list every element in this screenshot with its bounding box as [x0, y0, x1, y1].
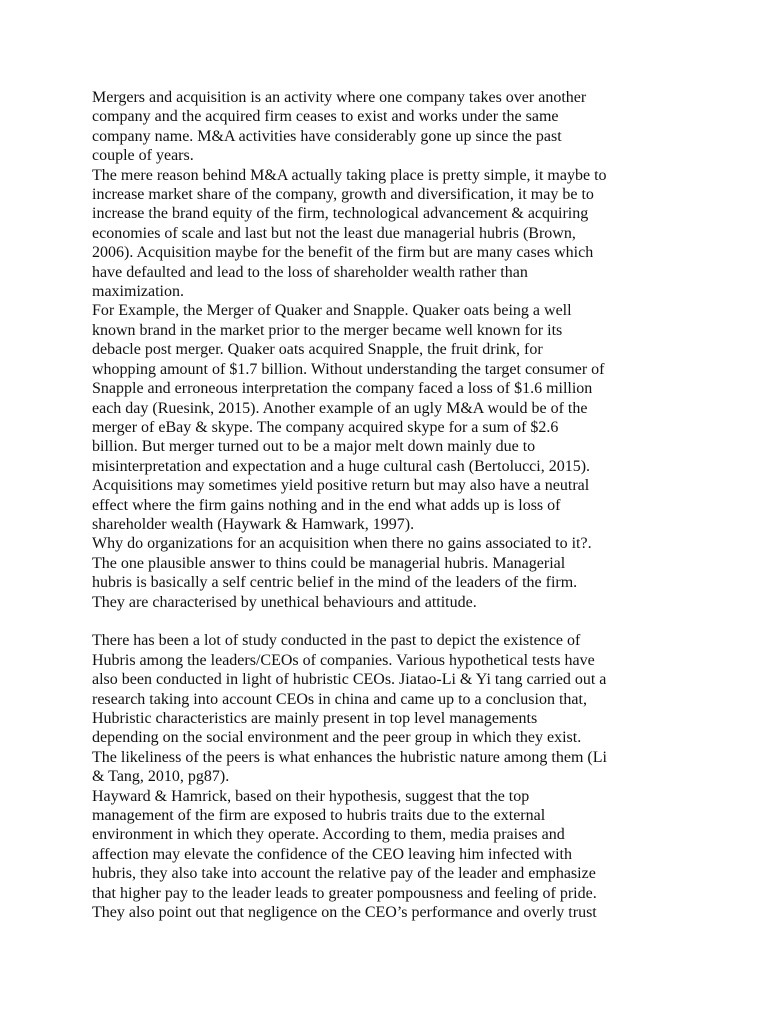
- paragraph-ma-reasons: [92, 166, 692, 302]
- paragraph-hayward-hamrick: [92, 787, 692, 923]
- text-line: 2006). Acquisition maybe for the benefit of the firm but are many cases which: [92, 244, 594, 262]
- text-line: The one plausible answer to thins could be managerial hubris. Managerial: [92, 554, 566, 572]
- text-line: hubris, they also take into account the relative pay of the leader and emphasize: [92, 865, 596, 883]
- text-line: maximization.: [92, 283, 184, 301]
- text-line: They are characterised by unethical behaviours and attitude.: [92, 593, 477, 611]
- text-line: effect where the firm gains nothing and in the end what adds up is loss of: [92, 496, 561, 514]
- text-line: also been conducted in light of hubristic CEOs. Jiatao-Li & Yi tang carried out a: [92, 671, 607, 689]
- text-line: increase market share of the company, growth and diversification, it may be to: [92, 186, 594, 204]
- text-line: depending on the social environment and the peer group in which they exist.: [92, 729, 582, 747]
- text-line: research taking into account CEOs in china and came up to a conclusion that,: [92, 690, 587, 708]
- paragraph-gap: [92, 612, 692, 631]
- text-line: known brand in the market prior to the merger became well known for its: [92, 321, 563, 339]
- text-line: Hayward & Hamrick, based on their hypothesis, suggest that the top: [92, 787, 530, 805]
- text-line: Hubris among the leaders/CEOs of companies. Various hypothetical tests have: [92, 651, 595, 669]
- paragraph-managerial-hubris: [92, 534, 692, 612]
- text-line: each day (Ruesink, 2015). Another example of an ugly M&A would be of the: [92, 399, 588, 417]
- text-line: whopping amount of $1.7 billion. Without understanding the target consumer of: [92, 360, 605, 378]
- text-line: Mergers and acquisition is an activity where one company takes over another: [92, 89, 587, 106]
- text-line: debacle post merger. Quaker oats acquired Snapple, the fruit drink, for: [92, 341, 543, 359]
- text-line: misinterpretation and expectation and a huge cultural cash (Bertolucci, 2015).: [92, 457, 591, 475]
- text-line: They also point out that negligence on the CEO’s performance and overly trust: [92, 904, 597, 922]
- text-line: There has been a lot of study conducted in the past to depict the existence of: [92, 632, 581, 650]
- document-page: [92, 88, 692, 922]
- text-line: Snapple and erroneous interpretation the company faced a loss of $1.6 million: [92, 380, 593, 398]
- paragraph-examples: [92, 301, 692, 534]
- text-line: The mere reason behind M&A actually taking place is pretty simple, it maybe to: [92, 166, 607, 184]
- text-line: hubris is basically a self centric belief in the mind of the leaders of the firm.: [92, 574, 578, 592]
- text-line: Hubristic characteristics are mainly present in top level managements: [92, 709, 538, 727]
- text-line: billion. But merger turned out to be a major melt down mainly due to: [92, 438, 536, 456]
- text-line: that higher pay to the leader leads to greater pompousness and feeling of pride.: [92, 884, 597, 902]
- text-line: Why do organizations for an acquisition when there no gains associated to it?.: [92, 535, 592, 553]
- text-line: company name. M&A activities have considerably gone up since the past: [92, 127, 562, 145]
- text-line: The likeliness of the peers is what enhances the hubristic nature among them (Li: [92, 748, 607, 766]
- paragraph-hubris-studies: [92, 631, 692, 786]
- text-line: management of the firm are exposed to hubris traits due to the external: [92, 807, 546, 825]
- text-line: economies of scale and last but not the least due managerial hubris (Brown,: [92, 224, 576, 242]
- text-line: For Example, the Merger of Quaker and Snapple. Quaker oats being a well: [92, 302, 572, 320]
- text-line: couple of years.: [92, 147, 194, 165]
- text-line: increase the brand equity of the firm, technological advancement & acquiring: [92, 205, 589, 223]
- text-line: Acquisitions may sometimes yield positive return but may also have a neutral: [92, 477, 590, 495]
- text-line: & Tang, 2010, pg87).: [92, 768, 230, 786]
- text-line: affection may elevate the confidence of the CEO leaving him infected with: [92, 845, 572, 863]
- text-line: merger of eBay & skype. The company acquired skype for a sum of $2.6: [92, 418, 559, 436]
- text-line: have defaulted and lead to the loss of shareholder wealth rather than: [92, 263, 528, 281]
- text-line: shareholder wealth (Haywark & Hamwark, 1997).: [92, 515, 415, 533]
- text-line: environment in which they operate. According to them, media praises and: [92, 826, 565, 844]
- text-line: company and the acquired firm ceases to exist and works under the same: [92, 108, 559, 126]
- paragraph-ma-definition: [92, 88, 692, 166]
